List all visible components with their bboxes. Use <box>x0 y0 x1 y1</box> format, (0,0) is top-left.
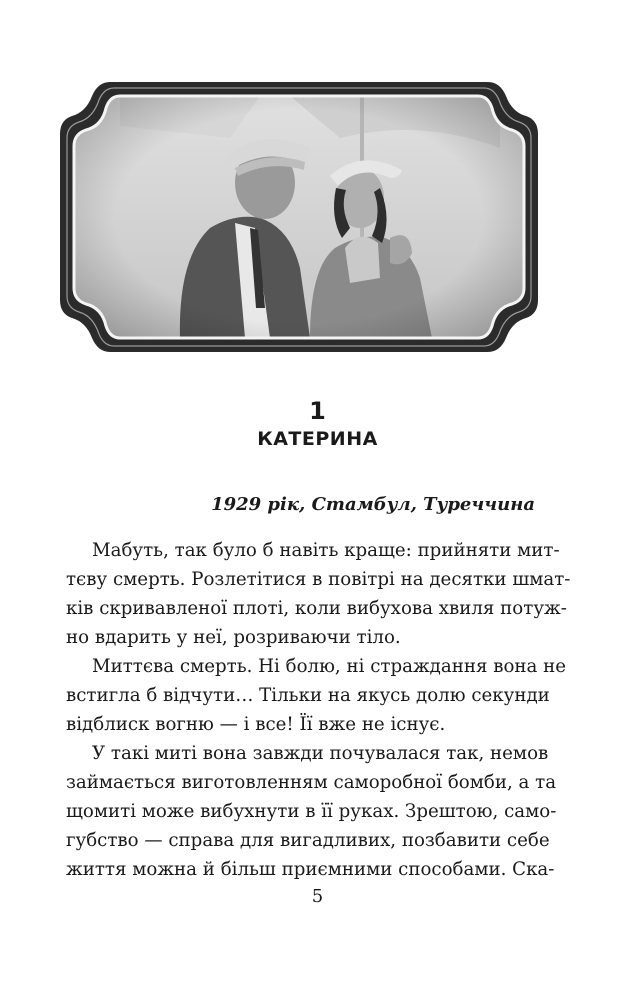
body-line: губство — справа для вигадливих, позбавити себе <box>66 830 550 851</box>
body-line: ків скривавленої плоті, коли вибухова хвиля потуж- <box>66 598 567 619</box>
body-line: щомиті може вибухнути в її руках. Зрештою, само- <box>66 801 557 822</box>
chapter-number: 1 <box>309 397 326 425</box>
body-line: тєву смерть. Розлетітися в повітрі на десятки шмат- <box>66 569 571 590</box>
page-number: 5 <box>311 886 324 907</box>
body-line: Миттєва смерть. Ні болю, ні страждання вона не <box>92 656 567 677</box>
body-line: займається виготовленням саморобної бомби, а та <box>66 772 557 793</box>
body-line: встигла б відчути… Тільки на якусь долю секунди <box>66 685 550 706</box>
body-line: но вдарить у неї, розриваючи тіло. <box>66 627 401 648</box>
body-line: відблиск вогню — і все! Її вже не існує. <box>66 714 446 735</box>
chapter-illustration-frame <box>60 78 538 356</box>
body-line: життя можна й більш приємними способами. Ска- <box>66 859 555 880</box>
body-line: Мабуть, так було б навіть краще: прийняти мит- <box>92 540 560 561</box>
vintage-photo-couple <box>60 78 538 356</box>
chapter-title: КАТЕРИНА <box>257 428 378 450</box>
chapter-epigraph: 1929 рік, Стамбул, Туреччина <box>211 494 535 515</box>
body-line: У такі миті вона завжди почувалася так, немов <box>92 743 549 764</box>
